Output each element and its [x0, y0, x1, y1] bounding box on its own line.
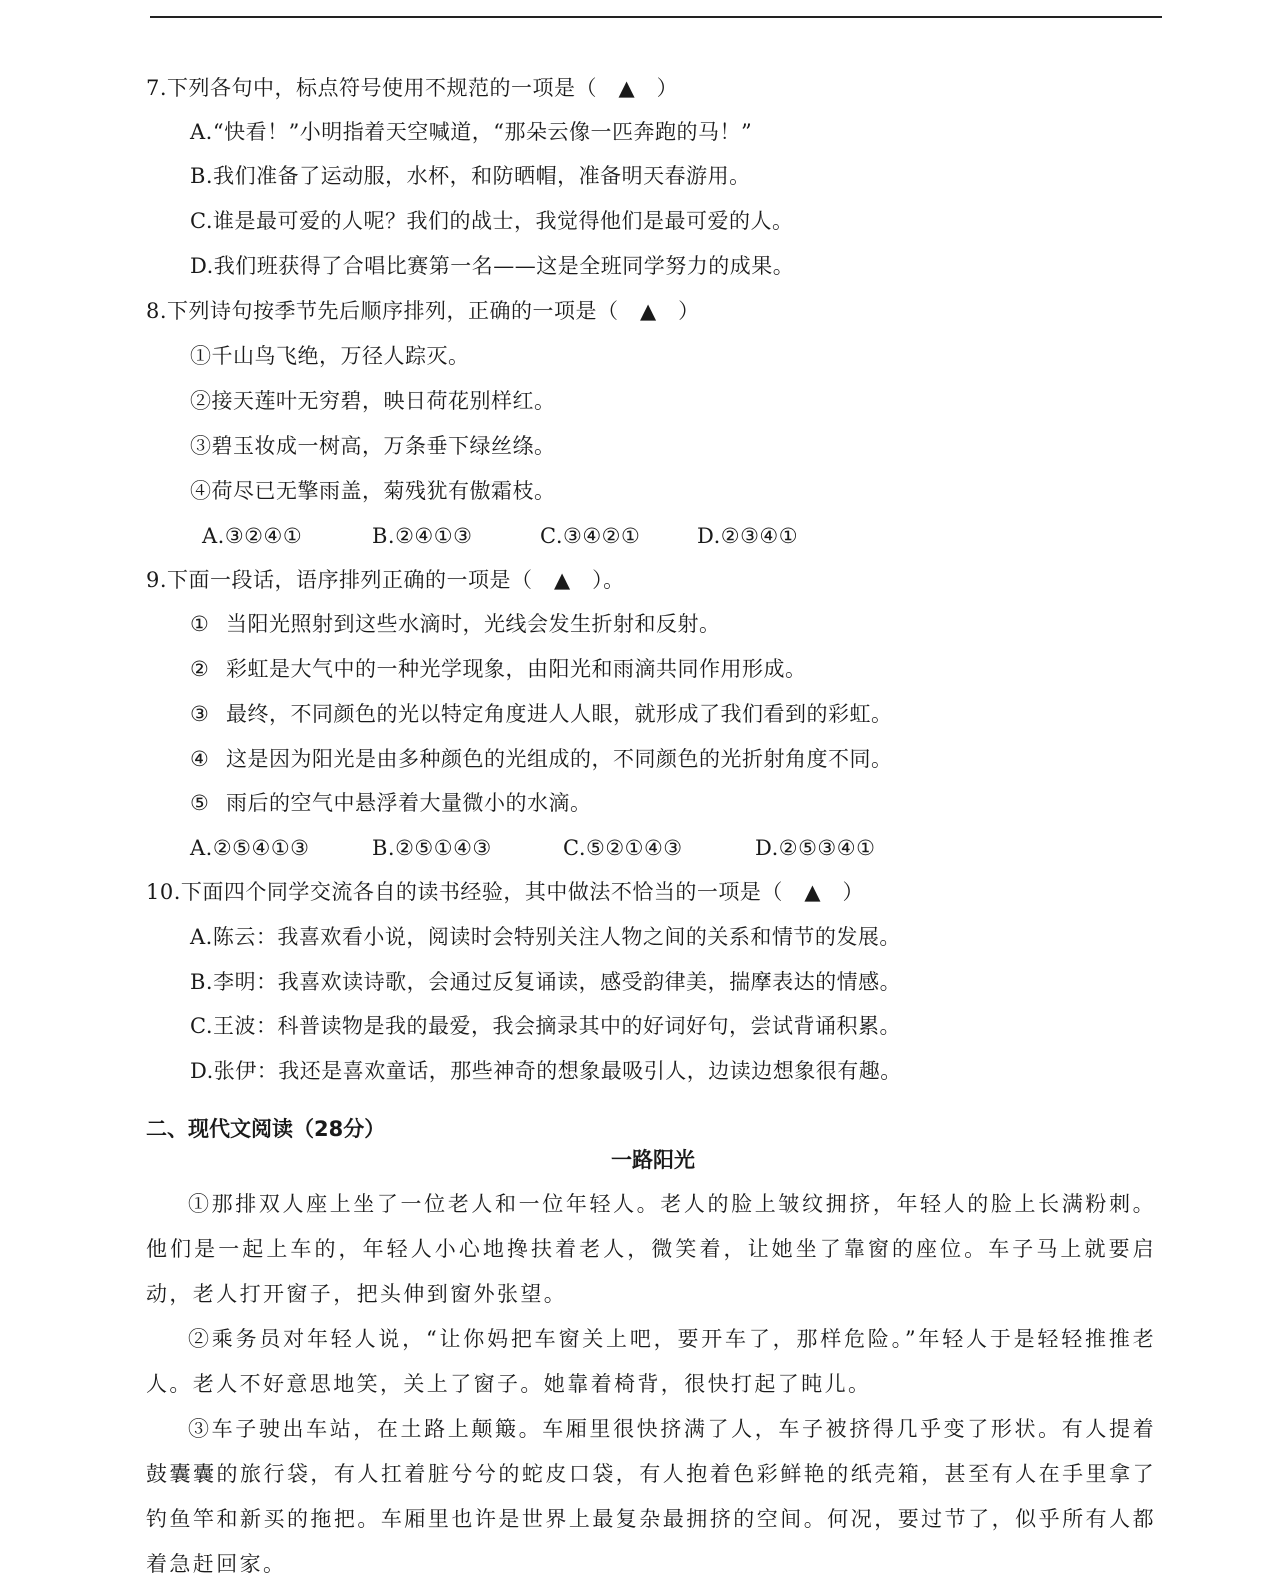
- sentence-text: 最终，不同颜色的光以特定角度进人人眼，就形成了我们看到的彩虹。: [226, 702, 893, 726]
- question-10-option-a: A.陈云：我喜欢看小说，阅读时会特别关注人物之间的关系和情节的发展。: [190, 925, 901, 949]
- article-title: 一路阳光: [611, 1148, 695, 1172]
- sentence-text: 当阳光照射到这些水滴时，光线会发生折射和反射。: [226, 612, 721, 636]
- question-8-line-3: ③碧玉妆成一树高，万条垂下绿丝绦。: [190, 434, 556, 458]
- article-paragraph-1: ①那排双人座上坐了一位老人和一位年轻人。老人的脸上皱纹拥挤，年轻人的脸上长满粉刺。他们是一起上车的，年轻人小心地搀扶着老人，微笑着，让她坐了靠窗的座位。车子马上就要启动，老人打开窗子，把头伸到窗外张望。: [146, 1192, 1156, 1306]
- question-9-line-3: [190, 699, 893, 729]
- question-8-choice-d: D.②③④①: [697, 524, 799, 548]
- question-9-choice-c: C.⑤②①④③: [563, 836, 683, 860]
- question-7-option-c: C.谁是最可爱的人呢？我们的战士，我觉得他们是最可爱的人。: [190, 209, 794, 233]
- question-9-choice-d: D.②⑤③④①: [755, 836, 876, 860]
- question-7-option-b: B.我们准备了运动服，水杯，和防晒帽，准备明天春游用。: [190, 164, 751, 188]
- question-9-line-5: [190, 788, 592, 818]
- sentence-text: 这是因为阳光是由多种颜色的光组成的，不同颜色的光折射角度不同。: [226, 747, 893, 771]
- question-10-option-d: D.张伊：我还是喜欢童话，那些神奇的想象最吸引人，边读边想象很有趣。: [190, 1059, 902, 1083]
- sentence-number: ②: [190, 657, 210, 681]
- sentence-number: ④: [190, 747, 210, 771]
- question-7-stem: 7.下列各句中，标点符号使用不规范的一项是（ ▲ ）: [146, 76, 679, 100]
- question-8-choice-b: B.②④①③: [372, 524, 473, 548]
- question-8-choice-c: C.③④②①: [540, 524, 641, 548]
- question-8-choice-a: A.③②④①: [202, 524, 303, 548]
- article-paragraph-3: ③车子驶出车站，在土路上颠簸。车厢里很快挤满了人，车子被挤得几乎变了形状。有人提着鼓囊囊的旅行袋，有人扛着脏兮兮的蛇皮口袋，有人抱着色彩鲜艳的纸壳箱，甚至有人在手里拿了钓鱼竿和新买的拖把。车厢里也许是世界上最复杂最拥挤的空间。何况，要过节了，似乎所有人都着急赶回家。: [146, 1417, 1156, 1576]
- question-10-stem: 10.下面四个同学交流各自的读书经验，其中做法不恰当的一项是（ ▲ ）: [146, 880, 865, 904]
- question-8-stem: 8.下列诗句按季节先后顺序排列，正确的一项是（ ▲ ）: [146, 299, 700, 323]
- question-7-option-d: D.我们班获得了合唱比赛第一名——这是全班同学努力的成果。: [190, 254, 795, 278]
- sentence-number: ⑤: [190, 791, 210, 815]
- question-10-option-c: C.王波：科普读物是我的最爱，我会摘录其中的好词好句，尝试背诵积累。: [190, 1014, 901, 1038]
- sentence-text: 彩虹是大气中的一种光学现象，由阳光和雨滴共同作用形成。: [226, 657, 807, 681]
- question-8-line-2: ②接天莲叶无穷碧，映日荷花别样红。: [190, 389, 556, 413]
- section-title: 二、现代文阅读（28分）: [146, 1117, 386, 1141]
- question-9-line-2: [190, 654, 807, 684]
- question-7-option-a: A.“快看！”小明指着天空喊道，“那朵云像一匹奔跑的马！”: [190, 120, 753, 144]
- question-9-stem: 9.下面一段话，语序排列正确的一项是（ ▲ ）。: [146, 568, 625, 592]
- sentence-number: ③: [190, 702, 210, 726]
- question-9-choice-a: A.②⑤④①③: [190, 836, 310, 860]
- article-paragraph-2: ②乘务员对年轻人说，“让你妈把车窗关上吧，要开车了，那样危险。”年轻人于是轻轻推推老人。老人不好意思地笑，关上了窗子。她靠着椅背，很快打起了盹儿。: [146, 1327, 1156, 1396]
- question-9-choice-b: B.②⑤①④③: [372, 836, 492, 860]
- sentence-number: ①: [190, 612, 210, 636]
- question-9-line-4: [190, 744, 893, 774]
- question-9-line-1: [190, 609, 721, 639]
- top-rule: [150, 16, 1162, 18]
- question-10-option-b: B.李明：我喜欢读诗歌，会通过反复诵读，感受韵律美，揣摩表达的情感。: [190, 970, 902, 994]
- question-8-line-1: ①千山鸟飞绝，万径人踪灭。: [190, 344, 470, 368]
- question-8-line-4: ④荷尽已无擎雨盖，菊残犹有傲霜枝。: [190, 479, 556, 503]
- sentence-text: 雨后的空气中悬浮着大量微小的水滴。: [226, 791, 592, 815]
